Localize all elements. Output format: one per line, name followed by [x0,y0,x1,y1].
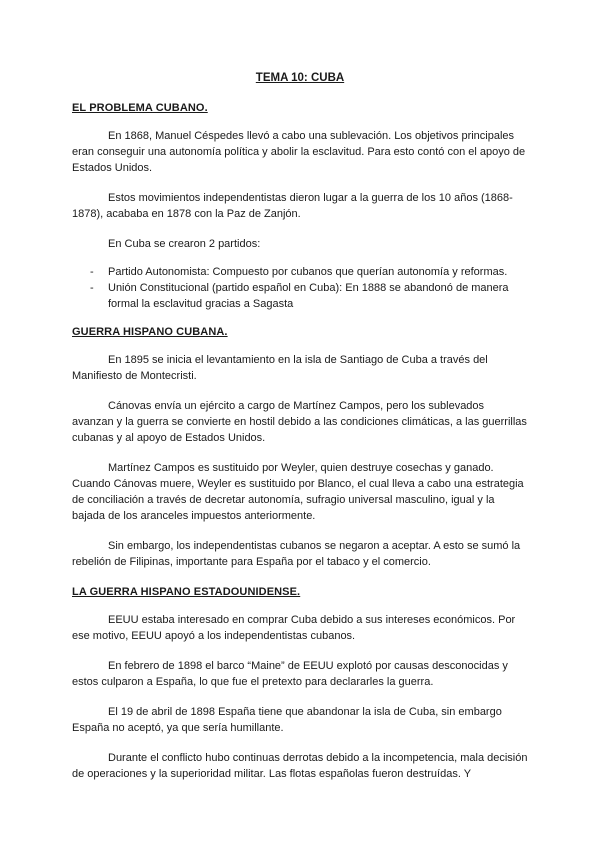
paragraph: En Cuba se crearon 2 partidos: [108,238,261,250]
list-item: - Partido Autonomista: Compuesto por cubanos que querían autonomía y reformas. [72,264,528,280]
paragraph: En febrero de 1898 el barco “Maine” de EEUU explotó por causas desconocidas y estos culparon a España, lo que fue el pretexto para declararles la guerra. [72,660,508,688]
list-item: - Unión Constitucional (partido español en Cuba): En 1888 se abandonó de manera formal la esclavitud gracias a Sagasta [72,280,528,312]
paragraph: EEUU estaba interesado en comprar Cuba debido a sus intereses económicos. Por ese motivo, EEUU apoyó a los independentistas cubanos. [72,614,516,642]
section-heading-problema-cubano: EL PROBLEMA CUBANO. [72,102,208,114]
paragraph: Durante el conflicto hubo continuas derrotas debido a la incompetencia, mala decisión de operaciones y la superioridad militar. Las flotas españolas fueron destruídas. Y [72,752,528,780]
paragraph: Martínez Campos es sustituido por Weyler, quien destruye cosechas y ganado. Cuando Cánovas muere, Weyler es sustituido por Blanco, el cual lleva a cabo una estrategia de conciliación a través de decretar autonomía, sufragio universal masculino, igual y la bajada de los aranceles impuestos anteriormente. [72,462,524,522]
paragraph: Sin embargo, los independentistas cubanos se negaron a aceptar. A esto se sumó la rebelión de Filipinas, importante para España por el tabaco y el comercio. [72,540,521,568]
page-title: TEMA 10: CUBA [255,72,345,84]
party-list [72,264,528,312]
paragraph: El 19 de abril de 1898 España tiene que abandonar la isla de Cuba, sin embargo España no aceptó, ya que sería humillante. [72,706,502,734]
paragraph: En 1895 se inicia el levantamiento en la isla de Santiago de Cuba a través del Manifiesto de Montecristi. [72,354,488,382]
section-heading-guerra-hispano-cubana: GUERRA HISPANO CUBANA. [72,326,228,338]
paragraph: Estos movimientos independentistas dieron lugar a la guerra de los 10 años (1868-1878), acababa en 1878 con la Paz de Zanjón. [72,192,513,220]
section-heading-guerra-hispano-estadounidense: LA GUERRA HISPANO ESTADOUNIDENSE. [72,586,301,598]
paragraph: En 1868, Manuel Céspedes llevó a cabo una sublevación. Los objetivos principales eran conseguir una autonomía política y abolir la esclavitud. Para esto contó con el apoyo de Estados Unidos. [72,130,526,174]
paragraph: Cánovas envía un ejército a cargo de Martínez Campos, pero los sublevados avanzan y la guerra se convierte en hostil debido a las condiciones climáticas, a las guerrillas cubanas y al apoyo de Estados Unidos. [72,400,527,444]
